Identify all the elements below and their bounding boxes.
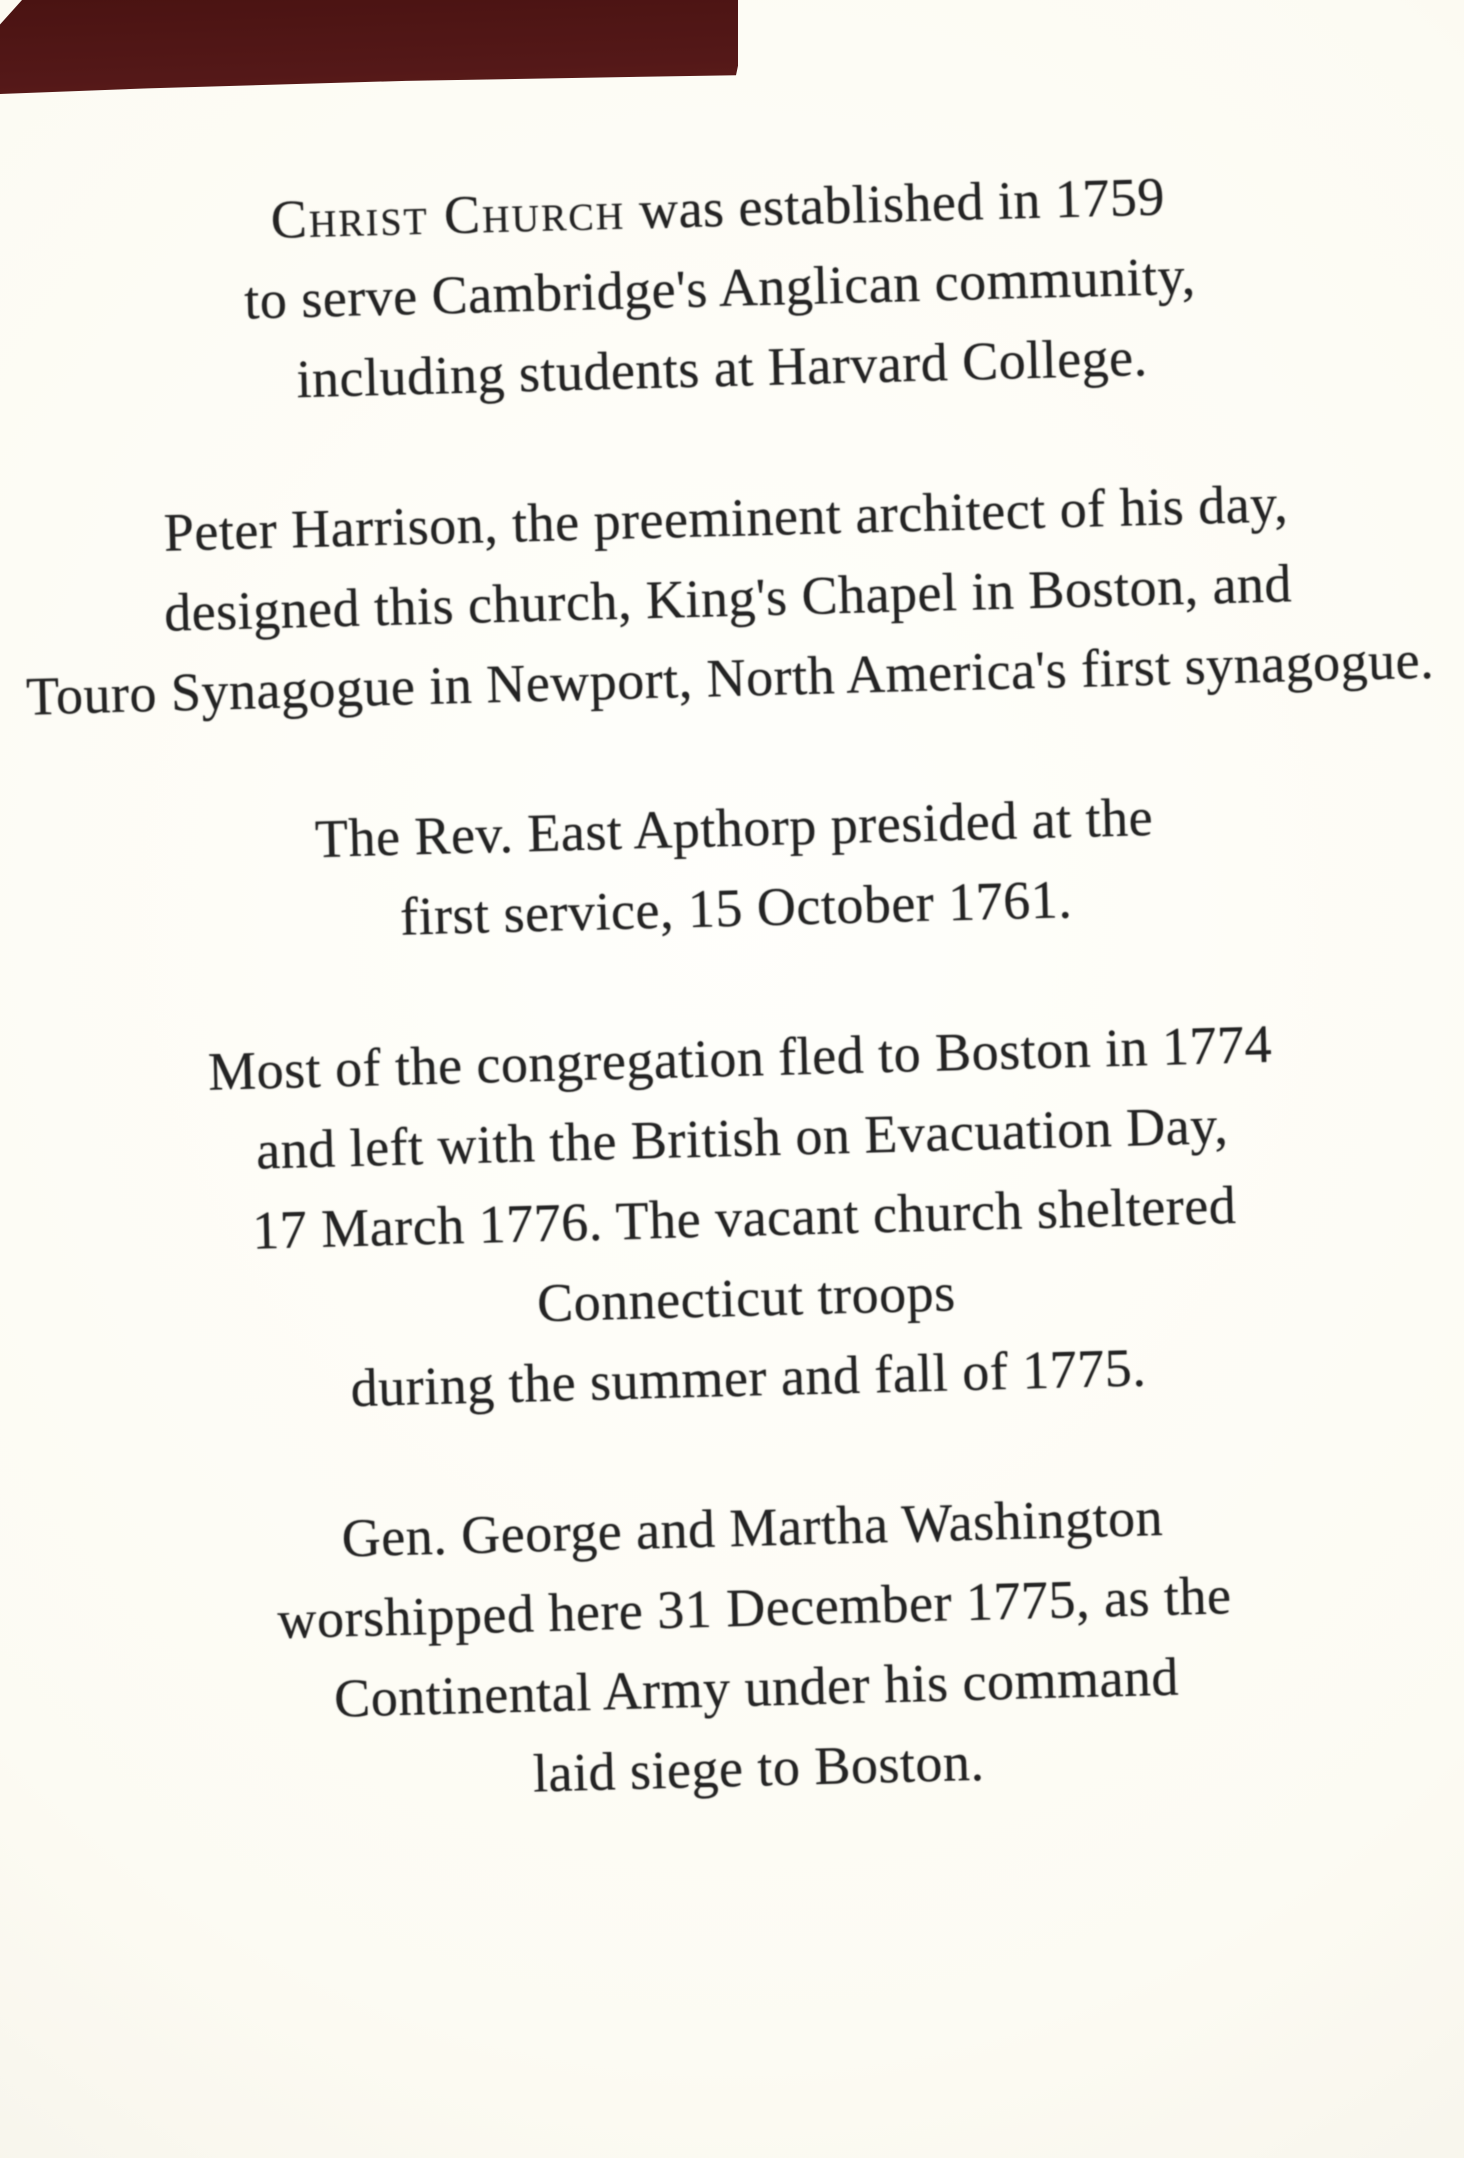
text-line: and left with the British on Evacuation Day, — [255, 1095, 1229, 1181]
paragraph-establishment — [0, 149, 1455, 427]
text-line: The Rev. East Apthorp presided at the — [314, 787, 1154, 869]
heading-rest: was established in 1759 — [624, 166, 1166, 241]
text-line: Most of the congregation fled to Boston in 1774 — [207, 1013, 1273, 1102]
text-line: during the summer and fall of 1775. — [349, 1337, 1147, 1419]
church-name-smallcaps: Christ Church — [270, 180, 626, 250]
text-line: Connecticut troops — [536, 1262, 957, 1334]
text-line: laid siege to Boston. — [532, 1731, 986, 1804]
paragraph-revolution — [7, 999, 1464, 1437]
text-line: first service, 15 October 1761. — [399, 869, 1073, 947]
text-line: to serve Cambridge's Anglican community, — [243, 245, 1197, 331]
paragraph-architect — [0, 459, 1463, 737]
text-line: Continental Army under his command — [333, 1646, 1180, 1729]
text-line: Touro Synagogue in Newport, North America's first synagogue. — [25, 629, 1435, 727]
text-line: 17 March 1776. The vacant church sheltered — [251, 1174, 1237, 1261]
paragraph-washington — [20, 1469, 1464, 1827]
text-line: Gen. George and Martha Washington — [340, 1486, 1164, 1569]
text-line: Peter Harrison, the preeminent architect of his day, — [163, 473, 1289, 563]
paragraph-first-service — [1, 769, 1464, 967]
text-line: including students at Harvard College. — [295, 326, 1149, 410]
text-line: designed this church, King's Chapel in Boston, and — [163, 553, 1293, 643]
text-line: worshipped here 31 December 1775, as the — [276, 1565, 1233, 1651]
